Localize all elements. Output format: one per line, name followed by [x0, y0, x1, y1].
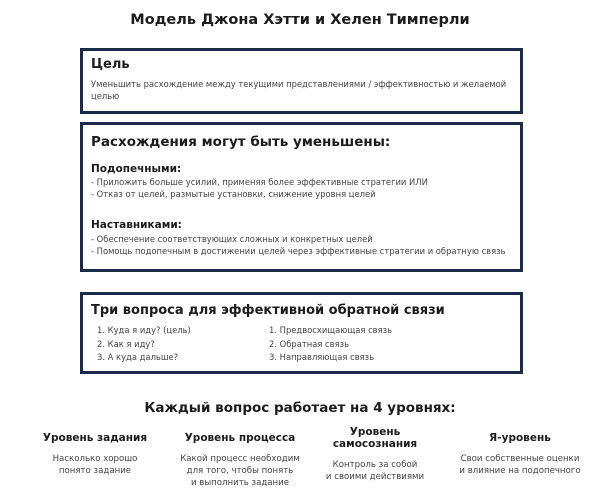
level-desc-line: Свои собственные оценки	[460, 454, 580, 464]
level-desc	[180, 453, 300, 489]
level-desc-line: и влияние на подопечного	[459, 466, 581, 476]
level-desc-line: для того, чтобы понять	[186, 466, 294, 476]
level-desc-line: и выполнить задание	[190, 478, 290, 488]
levels-title: Каждый вопрос работает на 4 уровнях:	[144, 400, 456, 416]
questions-box	[80, 292, 523, 374]
level-name-line: самосознания	[332, 438, 418, 450]
goal-title: Цель	[91, 57, 130, 72]
list-item: - Обеспечение соответствующих сложных и конкретных целей	[91, 234, 373, 244]
questions-title: Три вопроса для эффективной обратной связи	[91, 303, 445, 318]
mentors-list	[91, 233, 516, 257]
questions-list	[97, 324, 191, 365]
mentors-title: Наставниками:	[91, 219, 182, 231]
level-name: Я-уровень	[489, 432, 551, 444]
level-name-line: Уровень	[349, 426, 401, 438]
feedback-types-list	[269, 324, 392, 365]
level-desc-line: и своими действиями	[325, 472, 425, 482]
feedback-type-item: 1. Предвосхищающая связь	[269, 325, 393, 335]
level-desc	[320, 459, 430, 483]
level-process	[180, 432, 300, 488]
level-desc	[40, 453, 150, 477]
feedback-type-item: 2. Обратная связь	[269, 338, 350, 349]
question-item: 3. А куда дальше?	[97, 352, 179, 362]
reduce-box	[80, 122, 523, 272]
level-desc-line: Какой процесс необходим	[180, 454, 300, 464]
level-desc-line: Контроль за собой	[332, 460, 418, 470]
list-item: - Помощь подопечным в достижении целей через эффективные стратегии и обратную связь	[91, 246, 506, 256]
level-name	[320, 426, 430, 450]
level-desc	[455, 453, 585, 477]
question-item: 1. Куда я иду? (цель)	[97, 325, 191, 335]
list-item: - Приложить больше усилий, применяя более эффективные стратегии ИЛИ	[91, 177, 428, 187]
level-self	[455, 432, 585, 476]
level-task	[40, 432, 150, 476]
level-desc-line: понято задание	[58, 466, 132, 476]
goal-box	[80, 48, 523, 114]
students-list	[91, 176, 516, 200]
level-self-regulation	[320, 426, 430, 482]
question-item: 2. Как я иду?	[97, 338, 155, 349]
list-item: - Отказ от целей, размытые установки, снижение уровня целей	[91, 189, 376, 199]
reduce-title: Расхождения могут быть уменьшены:	[91, 134, 391, 150]
level-desc-line: Насколько хорошо	[52, 454, 138, 464]
feedback-type-item: 3. Направляющая связь	[269, 352, 375, 362]
students-title: Подопечными:	[91, 163, 182, 175]
level-name: Уровень задания	[42, 432, 148, 444]
goal-text: Уменьшить расхождение между текущими представлениями / эффективностью и желаемой целью	[91, 79, 507, 101]
page-title: Модель Джона Хэтти и Хелен Тимперли	[130, 12, 470, 28]
level-name: Уровень процесса	[184, 432, 296, 444]
